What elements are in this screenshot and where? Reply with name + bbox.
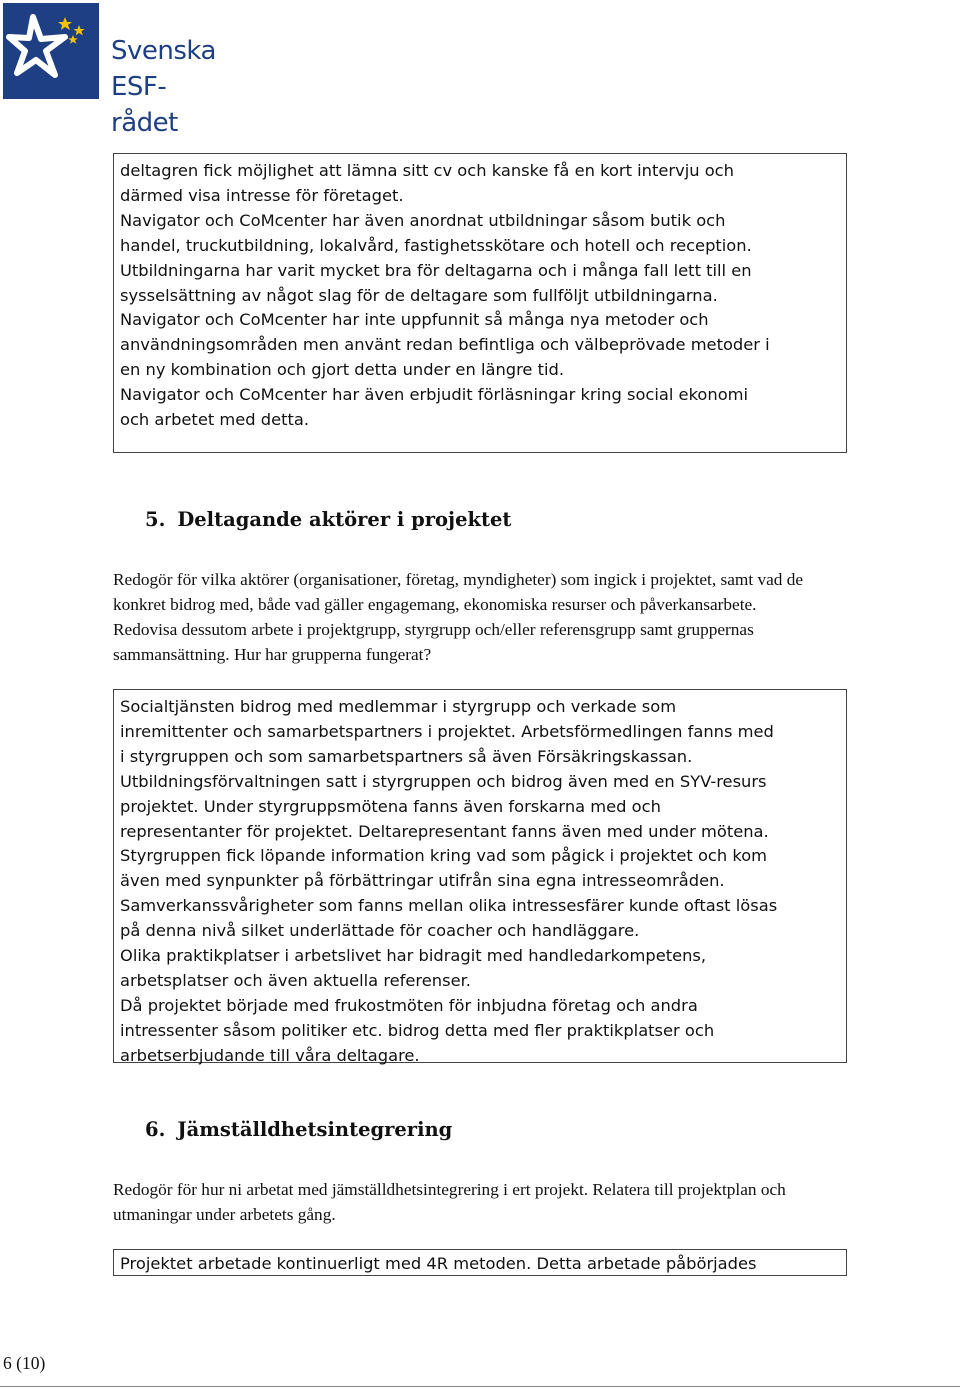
text-line: en ny kombination och gjort detta under en längre tid. — [120, 360, 565, 380]
section-number: 6. — [145, 1118, 166, 1141]
section-6-instructions — [113, 1177, 903, 1227]
text-line: inremittenter och samarbetspartners i projektet. Arbetsförmedlingen fanns med — [120, 721, 774, 741]
section-title: Deltagande aktörer i projektet — [177, 508, 512, 531]
instruction-line: Redovisa dessutom arbete i projektgrupp, styrgrupp och/eller referensgrupp samt gruppernas — [113, 620, 754, 639]
esf-logo — [3, 3, 233, 138]
section-5-heading — [145, 508, 511, 531]
text-line: sysselsättning av något slag för de deltagare som fullföljt utbildningarna. — [120, 285, 718, 305]
answer-box-section-5 — [113, 689, 847, 1063]
instruction-line: sammansättning. Hur har grupperna fungerat? — [113, 645, 432, 664]
text-line: Navigator och CoMcenter har även anordnat utbildningar såsom butik och — [120, 210, 726, 230]
text-line: representanter för projektet. Deltarepresentant fanns även med under mötena. — [120, 821, 769, 841]
instruction-line: utmaningar under arbetets gång. — [113, 1205, 336, 1224]
text-line: arbetserbjudande till våra deltagare. — [120, 1045, 420, 1065]
text-line: Styrgruppen fick löpande information kring vad som pågick i projektet och kom — [120, 846, 768, 866]
logo-line1: Svenska — [111, 36, 216, 66]
instruction-line: konkret bidrog med, både vad gäller engagemang, ekonomiska resurser och påverkansarbete. — [113, 595, 757, 614]
answer-box-previous — [113, 153, 847, 453]
text-line: och arbetet med detta. — [120, 410, 310, 430]
text-line: Då projektet började med frukostmöten för inbjudna företag och andra — [120, 995, 698, 1015]
text-line: Projektet arbetade kontinuerligt med 4R metoden. Detta arbetade påbörjades — [120, 1254, 757, 1273]
text-line: Navigator och CoMcenter har inte uppfunnit så många nya metoder och — [120, 310, 709, 330]
text-line: Socialtjänsten bidrog med medlemmar i styrgrupp och verkade som — [120, 697, 677, 716]
section-number: 5. — [145, 508, 166, 531]
text-line: Navigator och CoMcenter har även erbjudit förläsningar kring social ekonomi — [120, 385, 749, 405]
text-line: på denna nivå silket underlättade för coacher och handläggare. — [120, 921, 640, 941]
section-6-heading — [145, 1118, 452, 1141]
text-line: projektet. Under styrgruppsmötena fanns även forskarna med och — [120, 796, 661, 816]
text-line: Olika praktikplatser i arbetslivet har bidragit med handledarkompetens, — [120, 946, 707, 966]
text-line: arbetsplatser och även aktuella referenser. — [120, 970, 471, 990]
star-icon — [3, 3, 99, 99]
text-line: handel, truckutbildning, lokalvård, fastighetsskötare och hotell och reception. — [120, 235, 752, 255]
logo-wordmark — [111, 33, 233, 141]
text-line: Utbildningsförvaltningen satt i styrgruppen och bidrog även med en SYV-resurs — [120, 771, 767, 791]
text-line: deltagren fick möjlighet att lämna sitt cv och kanske få en kort intervju och — [120, 161, 734, 180]
text-line: användningsområden men använt redan befintliga och välbeprövade metoder i — [120, 335, 770, 355]
section-5-instructions — [113, 567, 903, 667]
instruction-line: Redogör för vilka aktörer (organisationer, företag, myndigheter) som ingick i projektet, samt vad de — [113, 570, 804, 589]
footer-divider — [0, 1386, 960, 1387]
text-line: Samverkanssvårigheter som fanns mellan olika intressesfärer kunde oftast lösas — [120, 896, 778, 916]
text-line: därmed visa intresse för företaget. — [120, 185, 404, 205]
logo-line2: ESF-rådet — [111, 72, 178, 138]
text-line: även med synpunkter på förbättringar utifrån sina egna intresseområden. — [120, 871, 725, 891]
text-line: Utbildningarna har varit mycket bra för deltagarna och i många fall lett till en — [120, 260, 752, 280]
answer-box-section-6 — [113, 1249, 847, 1276]
page-number: 6 (10) — [3, 1353, 46, 1373]
text-line: i styrgruppen och som samarbetspartners så även Försäkringskassan. — [120, 746, 693, 766]
text-line: intressenter såsom politiker etc. bidrog detta med fler praktikplatser och — [120, 1020, 715, 1040]
instruction-line: Redogör för hur ni arbetat med jämställdhetsintegrering i ert projekt. Relatera till projektplan och — [113, 1180, 786, 1199]
logo-emblem — [3, 3, 99, 99]
section-title: Jämställdhetsintegrering — [177, 1118, 453, 1141]
